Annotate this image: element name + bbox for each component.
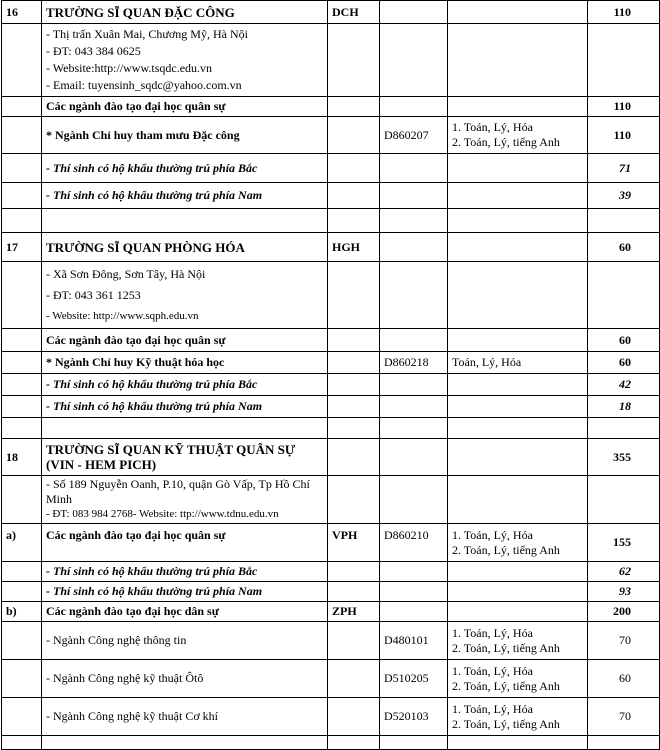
- major-row: [2, 660, 660, 698]
- north-quota-total: 62: [588, 562, 660, 582]
- group-label: Các ngành đào tạo đại học quân sự: [42, 97, 328, 117]
- sub-group-b-row: [2, 602, 660, 622]
- north-quota-total: 42: [588, 374, 660, 396]
- group-code: VPH: [328, 524, 380, 562]
- school-number: 17: [2, 233, 42, 262]
- major-code: D480101: [380, 622, 448, 660]
- group-code: ZPH: [328, 602, 380, 622]
- major-total: 70: [588, 698, 660, 736]
- north-quota-row: [2, 154, 660, 183]
- north-quota-label: - Thí sinh có hộ khẩu thường trú phía Bắc: [42, 562, 328, 582]
- school-code: DCH: [328, 1, 380, 24]
- major-code: D860210: [380, 524, 448, 562]
- south-quota-label: - Thí sinh có hộ khẩu thường trú phía Nam: [42, 183, 328, 209]
- south-quota-total: 93: [588, 582, 660, 602]
- major-row: [2, 117, 660, 154]
- school-info: [42, 476, 328, 524]
- major-subjects: 1. Toán, Lý, Hóa 2. Toán, Lý, tiếng Anh: [448, 524, 588, 562]
- major-code: D510205: [380, 660, 448, 698]
- major-subjects: 1. Toán, Lý, Hóa 2. Toán, Lý, tiếng Anh: [448, 117, 588, 154]
- school-phone: - ĐT: 043 384 0625: [46, 44, 141, 58]
- school-address: - Số 189 Nguyễn Oanh, P.10, quận Gò Vấp, Tp Hồ Chí Minh: [46, 477, 310, 506]
- school-website: - Website:http://www.tsqdc.edu.vn: [46, 61, 213, 75]
- major-code: D860218: [380, 352, 448, 374]
- school-name: TRƯỜNG SĨ QUAN KỸ THUẬT QUÂN SỰ (VIN - HEM PICH): [42, 439, 328, 476]
- group-label: Các ngành đào tạo đại học quân sự: [42, 329, 328, 352]
- school-address: - Xã Sơn Đông, Sơn Tây, Hà Nội: [46, 266, 206, 281]
- school-email: - Email: tuyensinh_sqdc@yahoo.com.vn: [46, 78, 242, 92]
- school-total: 60: [588, 233, 660, 262]
- major-name: - Ngành Công nghệ kỹ thuật Cơ khí: [42, 698, 328, 736]
- major-total: 110: [588, 117, 660, 154]
- major-total: 60: [588, 660, 660, 698]
- school-number: 16: [2, 1, 42, 24]
- school-contact: - ĐT: 083 984 2768- Website: ttp://www.tdnu.edu.vn: [46, 508, 279, 520]
- south-quota-total: 18: [588, 396, 660, 418]
- school-info: [42, 24, 328, 97]
- north-quota-label: - Thí sinh có hộ khẩu thường trú phía Bắc: [42, 374, 328, 396]
- major-row: [2, 352, 660, 374]
- north-quota-label: - Thí sinh có hộ khẩu thường trú phía Bắc: [42, 154, 328, 183]
- school-phone: - ĐT: 043 361 1253: [46, 287, 141, 302]
- school-18-info-row: [2, 476, 660, 524]
- sub-group-a-row: [2, 524, 660, 562]
- major-code: D520103: [380, 698, 448, 736]
- group-row: [2, 329, 660, 352]
- north-quota-row: [2, 374, 660, 396]
- south-quota-row: [2, 582, 660, 602]
- south-quota-total: 39: [588, 183, 660, 209]
- north-quota-total: 71: [588, 154, 660, 183]
- major-name: - Ngành Công nghệ thông tin: [42, 622, 328, 660]
- south-quota-row: [2, 396, 660, 418]
- sub-group-label: a): [2, 524, 42, 562]
- south-quota-row: [2, 183, 660, 209]
- spacer-row: [2, 736, 660, 750]
- major-total: 70: [588, 622, 660, 660]
- major-total: 60: [588, 352, 660, 374]
- group-total: 60: [588, 329, 660, 352]
- group-total: 155: [588, 524, 660, 562]
- school-total: 110: [588, 1, 660, 24]
- group-total: 200: [588, 602, 660, 622]
- school-18-header-row: [2, 439, 660, 476]
- major-name: * Ngành Chỉ huy tham mưu Đặc công: [42, 117, 328, 154]
- major-row: [2, 622, 660, 660]
- school-name: TRƯỜNG SĨ QUAN PHÒNG HÓA: [42, 233, 328, 262]
- school-17-info-row: [2, 262, 660, 329]
- school-16-header-row: [2, 1, 660, 24]
- major-code: D860207: [380, 117, 448, 154]
- south-quota-label: - Thí sinh có hộ khẩu thường trú phía Nam: [42, 396, 328, 418]
- major-subjects: 1. Toán, Lý, Hóa 2. Toán, Lý, tiếng Anh: [448, 622, 588, 660]
- school-name: TRƯỜNG SĨ QUAN ĐẶC CÔNG: [42, 1, 328, 24]
- major-subjects: 1. Toán, Lý, Hóa 2. Toán, Lý, tiếng Anh: [448, 698, 588, 736]
- major-name: * Ngành Chỉ huy Kỹ thuật hóa học: [42, 352, 328, 374]
- north-quota-row: [2, 562, 660, 582]
- school-number: 18: [2, 439, 42, 476]
- spacer-row: [2, 418, 660, 439]
- group-label: Các ngành đào tạo đại học quân sự: [42, 524, 328, 562]
- school-16-info-row: [2, 24, 660, 97]
- group-total: 110: [588, 97, 660, 117]
- major-subjects: 1. Toán, Lý, Hóa 2. Toán, Lý, tiếng Anh: [448, 660, 588, 698]
- group-row: [2, 97, 660, 117]
- major-row: [2, 698, 660, 736]
- sub-group-label: b): [2, 602, 42, 622]
- south-quota-label: - Thí sinh có hộ khẩu thường trú phía Nam: [42, 582, 328, 602]
- admissions-table: [1, 0, 660, 750]
- major-name: - Ngành Công nghệ kỹ thuật Ôtô: [42, 660, 328, 698]
- school-code: HGH: [328, 233, 380, 262]
- spacer-row: [2, 209, 660, 233]
- school-17-header-row: [2, 233, 660, 262]
- school-total: 355: [588, 439, 660, 476]
- major-subjects: Toán, Lý, Hóa: [448, 352, 588, 374]
- group-label: Các ngành đào tạo đại học dân sự: [42, 602, 328, 622]
- school-website: - Website: http://www.sqph.edu.vn: [46, 309, 199, 322]
- school-info: [42, 262, 328, 329]
- school-address: - Thị trấn Xuân Mai, Chương Mỹ, Hà Nội: [46, 27, 248, 41]
